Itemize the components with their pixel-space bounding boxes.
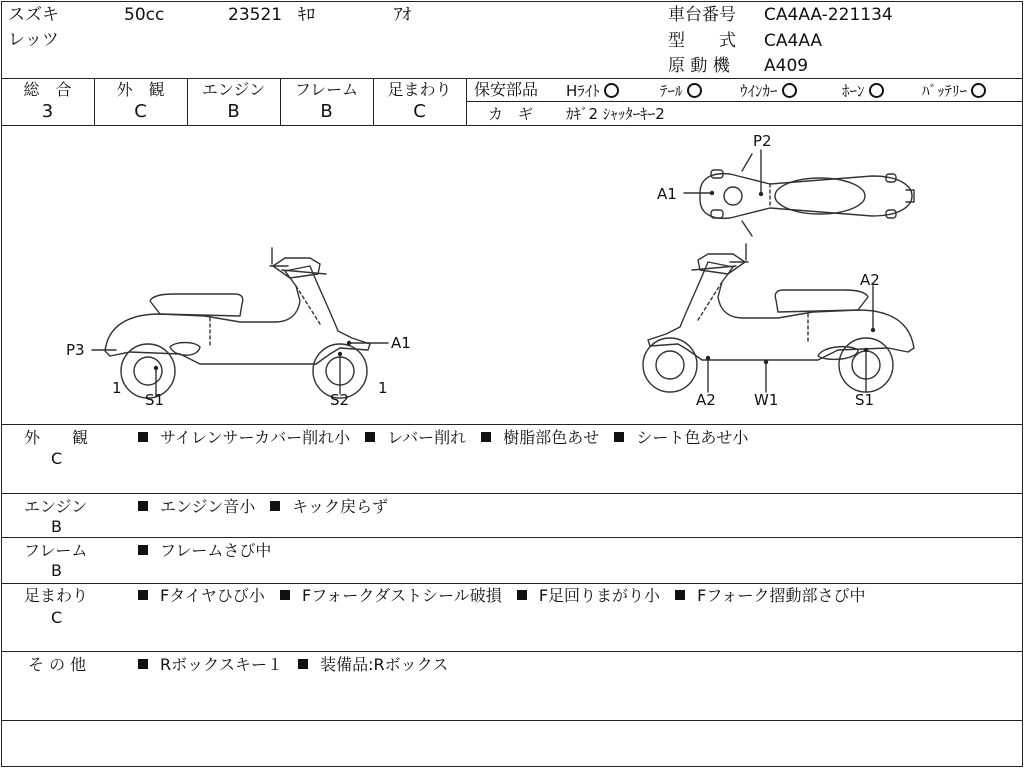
ok-circle-icon bbox=[971, 83, 986, 98]
label-a1-top: A1 bbox=[657, 185, 677, 203]
grade-label: エンジン bbox=[201, 80, 266, 99]
divider bbox=[1, 537, 1022, 538]
label-p2: P2 bbox=[753, 132, 772, 150]
remark-item: フレームさび中 bbox=[160, 541, 272, 560]
ok-circle-icon bbox=[782, 83, 797, 98]
bullet-square-icon bbox=[138, 432, 148, 442]
bullet-square-icon bbox=[365, 432, 375, 442]
safety-item bbox=[740, 81, 797, 101]
safety-item-label: ﾃｰﾙ bbox=[660, 82, 683, 100]
grade-value: B bbox=[320, 101, 333, 122]
ok-circle-icon bbox=[604, 83, 619, 98]
remark-items bbox=[138, 497, 388, 517]
safety-item bbox=[660, 81, 702, 101]
bullet-square-icon bbox=[138, 590, 148, 600]
label-num-1a: 1 bbox=[112, 379, 122, 397]
remark-items bbox=[138, 428, 748, 448]
grade-label: 外 観 bbox=[116, 80, 165, 99]
label-w1: W1 bbox=[754, 391, 779, 409]
safety-item bbox=[922, 81, 986, 101]
bullet-square-icon bbox=[298, 659, 308, 669]
remark-label: エンジン bbox=[24, 497, 88, 516]
bullet-square-icon bbox=[270, 501, 280, 511]
engine-value: A409 bbox=[764, 56, 809, 76]
remark-grade: B bbox=[51, 517, 62, 536]
label-num-1b: 1 bbox=[378, 379, 388, 397]
remark-item: キック戻らず bbox=[292, 497, 388, 516]
ok-circle-icon bbox=[687, 83, 702, 98]
safety-item-label: ﾊﾞｯﾃﾘｰ bbox=[922, 82, 968, 100]
remark-label: 足まわり bbox=[24, 586, 89, 605]
divider bbox=[1, 720, 1022, 721]
remark-item: 装備品:Rボックス bbox=[320, 655, 449, 674]
remark-item: Rボックスキー１ bbox=[160, 655, 283, 674]
safety-title: 保安部品 bbox=[474, 80, 539, 99]
remark-label: 外 観 bbox=[24, 428, 89, 447]
divider bbox=[467, 101, 1022, 102]
grade-value: B bbox=[227, 101, 240, 122]
grade-label: 総 合 bbox=[23, 80, 72, 99]
maker: スズキ bbox=[8, 5, 59, 25]
remark-item: エンジン音小 bbox=[160, 497, 256, 516]
divider bbox=[1, 424, 1022, 425]
remark-item: シート色あせ小 bbox=[636, 428, 749, 447]
grade-value: C bbox=[134, 101, 147, 122]
body-color: ｱｵ bbox=[394, 5, 411, 25]
bullet-square-icon bbox=[517, 590, 527, 600]
type-label: 型 式 bbox=[668, 31, 736, 51]
label-a2: A2 bbox=[696, 391, 716, 409]
safety-item-label: ｳｲﾝｶｰ bbox=[740, 82, 778, 100]
divider bbox=[1, 78, 1022, 79]
bullet-square-icon bbox=[481, 432, 491, 442]
remark-items bbox=[138, 541, 271, 561]
bullet-square-icon bbox=[138, 545, 148, 555]
label-a1-left: A1 bbox=[391, 334, 411, 352]
scooter-top-view bbox=[700, 154, 914, 236]
remark-item: F足回りまがり小 bbox=[538, 586, 661, 605]
remark-items bbox=[138, 586, 866, 606]
frame-no-label: 車台番号 bbox=[668, 5, 736, 25]
remark-grade: C bbox=[51, 608, 63, 627]
grade-label: フレーム bbox=[294, 80, 359, 99]
damage-markers bbox=[154, 191, 875, 370]
label-s1-right: S1 bbox=[855, 391, 875, 409]
safety-item-label: Hﾗｲﾄ bbox=[566, 82, 600, 100]
remark-label: フレーム bbox=[24, 541, 88, 560]
remark-items bbox=[138, 655, 448, 675]
ok-circle-icon bbox=[869, 83, 884, 98]
engine-label: 原 動 機 bbox=[668, 56, 730, 76]
divider bbox=[466, 78, 467, 125]
mileage: 23521 bbox=[228, 5, 283, 25]
label-s2: S2 bbox=[330, 391, 350, 409]
remark-item: Fフォーク摺動部さび中 bbox=[697, 586, 866, 605]
grade-value: C bbox=[413, 101, 426, 122]
safety-item bbox=[566, 81, 619, 101]
label-a2-top: A2 bbox=[860, 271, 880, 289]
label-s1-left: S1 bbox=[145, 391, 165, 409]
frame-no: CA4AA-221134 bbox=[764, 5, 893, 25]
safety-item-label: ﾎｰﾝ bbox=[842, 82, 865, 100]
type-value: CA4AA bbox=[764, 31, 823, 51]
displacement: 50cc bbox=[124, 5, 165, 25]
remark-item: 樹脂部色あせ bbox=[503, 428, 600, 447]
model-name: レッツ bbox=[8, 30, 59, 50]
remark-item: サイレンサーカバー削れ小 bbox=[160, 428, 351, 447]
remark-grade: B bbox=[51, 561, 62, 580]
grade-value: 3 bbox=[41, 101, 54, 122]
remark-grade: C bbox=[51, 449, 63, 468]
key-label: カ ギ bbox=[488, 105, 534, 123]
remark-label: そ の 他 bbox=[28, 655, 87, 674]
divider bbox=[1, 583, 1022, 584]
scooter-left-view bbox=[105, 248, 370, 398]
divider bbox=[1, 651, 1022, 652]
mileage-unit: ｷﾛ bbox=[298, 5, 315, 25]
bullet-square-icon bbox=[675, 590, 685, 600]
key-value: ｶｷﾞ2 ｼｬｯﾀｰｷｰ2 bbox=[566, 105, 665, 123]
bullet-square-icon bbox=[280, 590, 290, 600]
label-p3: P3 bbox=[66, 341, 85, 359]
bullet-square-icon bbox=[138, 659, 148, 669]
grade-label: 足まわり bbox=[387, 80, 452, 99]
safety-item bbox=[842, 81, 884, 101]
bullet-square-icon bbox=[614, 432, 624, 442]
remark-item: Fタイヤひび小 bbox=[160, 586, 265, 605]
remark-item: レバー削れ bbox=[387, 428, 467, 447]
remark-item: Fフォークダストシール破損 bbox=[301, 586, 502, 605]
divider bbox=[1, 493, 1022, 494]
bullet-square-icon bbox=[138, 501, 148, 511]
